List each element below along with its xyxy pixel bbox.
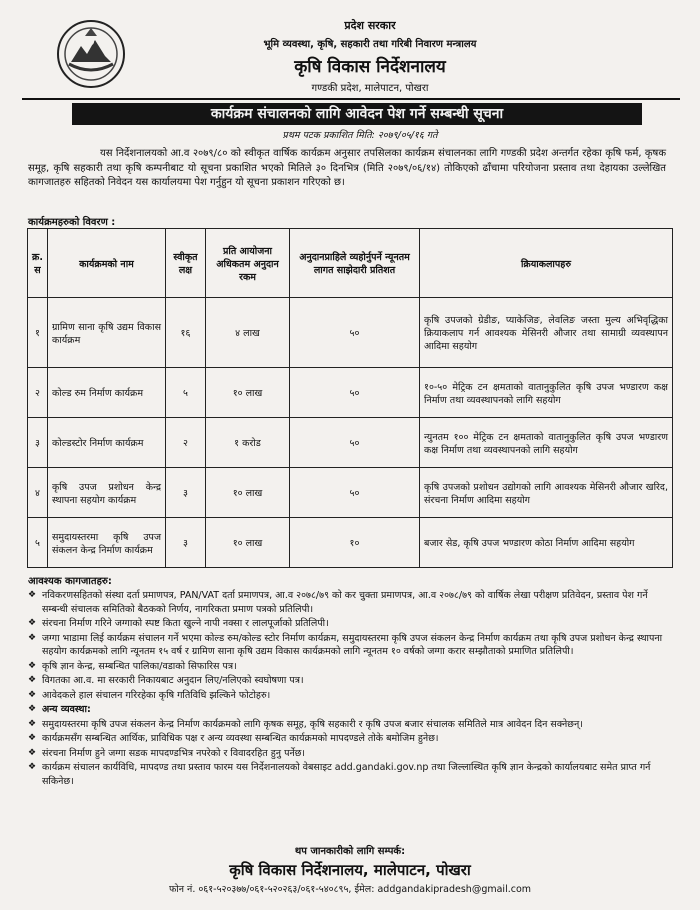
list-item [28, 718, 668, 732]
document-text: जग्गा भाडामा लिई कार्यक्रम संचालन गर्ने भएमा कोल्ड रुम/कोल्ड स्टोर निर्माण कार्यक्रम, समुदायस्तरमा कृषि उपज संकलन केन्द्र निर्माण कार्यक्रम तथा कृषि उपज प्रशोधन केन्द्र स्थापना सहयोग कार्यक्रमको लागि न्यूनतम १५ वर्ष र ग्रामिण साना कृषि उद्यम विकास कार्यक्रमको लागि न्यूनतम १० वर्षको जग्गा करार सम्झौताको प्रमाणित प्रतिलिपी। [42, 632, 663, 657]
column-header: कार्यक्रमको नाम [48, 229, 166, 298]
office-address: गण्डकी प्रदेश, मालेपाटन, पोखरा [311, 83, 429, 94]
list-item [28, 761, 668, 788]
column-header: स्वीकृत लक्ष [166, 229, 206, 298]
header-divider [22, 98, 680, 100]
column-header: क्रियाकलापहरु [420, 229, 673, 298]
program-target: १६ [166, 298, 206, 368]
program-target: ३ [166, 468, 206, 518]
table-row [28, 518, 673, 568]
list-item [28, 674, 668, 688]
program-activities: न्युनतम १०० मेट्रिक टन क्षमताको वातानुकुलित कृषि उपज भण्डारण कक्ष निर्माण तथा व्यवस्थापनको लागि सहयोग [420, 418, 673, 468]
government-emblem-icon [55, 18, 127, 90]
bullet-icon: ❖ [28, 762, 37, 772]
program-cost-share: ५० [290, 298, 420, 368]
table-row [28, 418, 673, 468]
row-serial: २ [28, 368, 48, 418]
list-item [28, 660, 668, 674]
program-name: ग्रामिण साना कृषि उद्यम विकास कार्यक्रम [48, 298, 166, 368]
contact-office: कृषि विकास निर्देशनालय, मालेपाटन, पोखरा [229, 861, 471, 879]
provision-text: समुदायस्तरमा कृषि उपज संकलन केन्द्र निर्माण कार्यक्रमको लागि कृषक समूह, कृषि सहकारी र कृषि उपज बजार संचालक समितिले मात्र आवेदन दिन सक्नेछन्। [42, 718, 583, 730]
program-activities: कृषि उपजको ग्रेडीङ, प्याकेजिङ, लेवलिङ जस्ता मुल्य अभिवृद्धिका क्रियाकलाप गर्न आवश्यक मेसिनरी औजार तथा सामाग्री व्यवस्थापन आदिमा सहयोग [420, 298, 673, 368]
intro-paragraph: यस निर्देशनालयको आ.व २०७९/८० को स्वीकृत वार्षिक कार्यक्रम अनुसार तपसिलका कार्यक्रम संचालनका लागि गण्डकी प्रदेश अन्तर्गत रहेका कृषि फर्म, कृषक समूह, कृषि सहकारी तथा कृषि कम्पनीबाट यो सूचना प्रकाशित भएको मितिले ३० दिनभित्र (मिति २०७९/०६/१४) तोकिएको ढाँचामा परियोजना प्रस्ताव तथा देहायका उल्लेखित कागजातहरु सहितको निवेदन यस कार्यालयमा पेश गर्नुहुन यो सूचना प्रकाशन गरिएको छ। [28, 148, 666, 188]
program-amount: १० लाख [206, 518, 290, 568]
program-activities: कृषि उपजको प्रशोधन उद्योगको लागि आवश्यक मेसिनरी औजार खरिद, संरचना निर्माण आदिमा सहयोग [420, 468, 673, 518]
programs-heading: कार्यक्रमहरुको विवरण : [28, 217, 116, 228]
bullet-icon: ❖ [28, 704, 37, 714]
program-name: कोल्डस्टोर निर्माण कार्यक्रम [48, 418, 166, 468]
bullet-icon: ❖ [28, 718, 37, 729]
program-name: कोल्ड रुम निर्माण कार्यक्रम [48, 368, 166, 418]
list-item [28, 747, 668, 761]
list-item [28, 617, 668, 631]
program-name: समुदायस्तरमा कृषि उपज संकलन केन्द्र निर्माण कार्यक्रम [48, 518, 166, 568]
provision-text: कार्यक्रमसँग सम्बन्धित आर्थिक, प्राविधिक पक्ष र अन्य व्यवस्था सम्बन्धित कार्यक्रमको मापदण्डले तोके बमोजिम हुनेछ। [42, 733, 439, 744]
program-cost-share: ५० [290, 468, 420, 518]
program-amount: १० लाख [206, 368, 290, 418]
table-row [28, 468, 673, 518]
bullet-icon: ❖ [28, 747, 37, 758]
row-serial: ५ [28, 518, 48, 568]
contact-heading: थप जानकारीको लागि सम्पर्क: [294, 846, 406, 857]
government-label: प्रदेश सरकार [344, 19, 396, 32]
document-text: संरचना निर्माण गरिने जग्गाको स्पष्ट किता खुल्ने नापी नक्सा र लालपूर्जाको प्रतिलिपी। [42, 618, 329, 629]
program-cost-share: १० [290, 518, 420, 568]
programs-table [27, 228, 673, 568]
bullet-icon: ❖ [28, 618, 37, 628]
bullet-icon: ❖ [28, 689, 37, 700]
bullet-icon: ❖ [28, 675, 37, 685]
documents-heading: आवश्यक कागजातहरु: [28, 576, 112, 587]
document-text: आवेदकले हाल संचालन गरिरहेका कृषि गतिविधि झल्किने फोटोहरु। [42, 689, 271, 701]
row-serial: १ [28, 298, 48, 368]
program-target: ५ [166, 368, 206, 418]
document-text: विगतका आ.व. मा सरकारी निकायबाट अनुदान लिए/नलिएको स्वघोषणा पत्र। [42, 675, 304, 686]
list-item [28, 732, 668, 746]
office-name: कृषि विकास निर्देशनालय [294, 57, 446, 77]
table-row [28, 298, 673, 368]
documents-list [28, 589, 668, 789]
row-serial: ३ [28, 418, 48, 468]
ministry-name: भूमि व्यवस्था, कृषि, सहकारी तथा गरिबी निवारण मन्त्रालय [263, 39, 477, 50]
column-header: अनुदानप्राहिले व्यहोर्नुपर्ने न्यूनतम लागत साझेदारी प्रतिशत [290, 229, 420, 298]
column-header: क्र. स [28, 229, 48, 298]
list-item [28, 689, 668, 703]
program-amount: १ करोड [206, 418, 290, 468]
list-item [28, 703, 668, 717]
bullet-icon: ❖ [28, 660, 37, 671]
bullet-icon: ❖ [28, 733, 37, 743]
program-activities: बजार सेड, कृषि उपज भण्डारण कोठा निर्माण आदिमा सहयोग [420, 518, 673, 568]
program-target: २ [166, 418, 206, 468]
list-item [28, 632, 668, 659]
program-activities: १०-५० मेट्रिक टन क्षमताको वातानुकुलित कृषि उपज भण्डारण कक्ष निर्माण तथा व्यवस्थापनको लागि सहयोग [420, 368, 673, 418]
program-name: कृषि उपज प्रशोधन केन्द्र स्थापना सहयोग कार्यक्रम [48, 468, 166, 518]
bullet-icon: ❖ [28, 632, 37, 643]
program-cost-share: ५० [290, 368, 420, 418]
published-date: प्रथम पटक प्रकाशित मिति: २०७९/०५/१६ गते [282, 130, 438, 141]
program-target: ३ [166, 518, 206, 568]
table-header-row [28, 229, 673, 298]
document-text: नविकरणसहितको संस्था दर्ता प्रमाणपत्र, PAN/VAT दर्ता प्रमाणपत्र, आ.व २०७८/७९ को कर चुक्ता प्रमाणपत्र, आ.व २०७८/७९ को वार्षिक लेखा परीक्षण प्रतिवेदन, प्रस्ताव पेश गर्ने सम्बन्धी संचालक समितिको बैठकको निर्णय, नागरिकता प्रमाण पत्रको प्रतिलिपी। [42, 590, 648, 615]
program-amount: ४ लाख [206, 298, 290, 368]
other-heading: अन्य व्यवस्था: [42, 704, 91, 715]
provision-text: संरचना निर्माण हुने जग्गा सडक मापदण्डभित्र नपरेको र विवादरहित हुनु पर्नेछ। [42, 747, 305, 759]
provision-text: कार्यक्रम संचालन कार्यविधि, मापदण्ड तथा प्रस्ताव फारम यस निर्देशनालयको वेबसाइट add.gandaki.gov.np तथा जिल्लास्थित कृषि ज्ञान केन्द्रको कार्यालयबाट समेत प्राप्त गर्न सकिनेछ। [42, 762, 651, 787]
program-amount: १० लाख [206, 468, 290, 518]
program-cost-share: ५० [290, 418, 420, 468]
document-text: कृषि ज्ञान केन्द्र, सम्बन्धित पालिका/वडाको सिफारिस पत्र। [42, 660, 237, 672]
column-header: प्रति आयोजना अधिकतम अनुदान रकम [206, 229, 290, 298]
table-row [28, 368, 673, 418]
notice-title: कार्यक्रम संचालनको लागि आवेदन पेश गर्ने सम्बन्धी सूचना [72, 103, 642, 125]
contact-phone-email: फोन नं. ०६१-५२०३७७/०६१-५२०२६३/०६१-५४०८९५, ईमेल: addgandakipradesh@gmail.com [168, 884, 532, 895]
list-item [28, 589, 668, 616]
bullet-icon: ❖ [28, 590, 37, 600]
row-serial: ४ [28, 468, 48, 518]
